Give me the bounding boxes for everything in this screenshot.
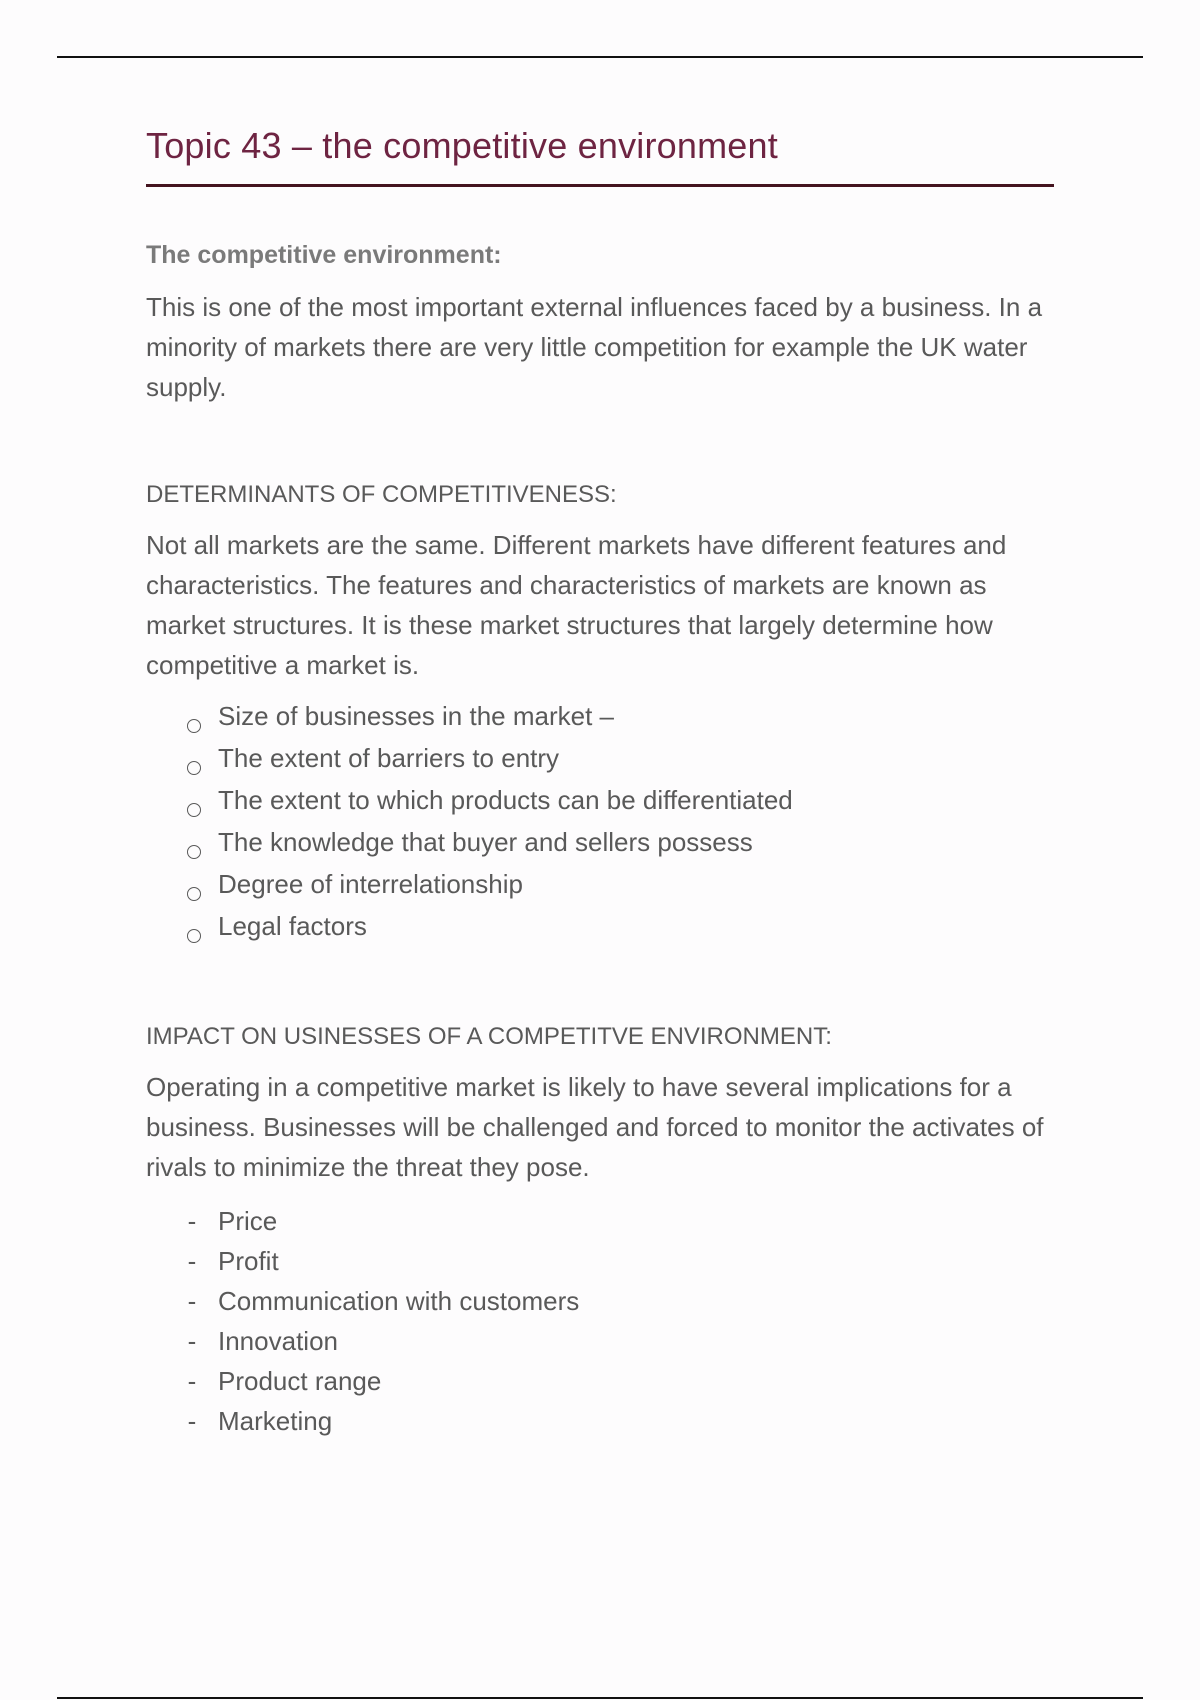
circle-bullet-icon — [184, 821, 204, 863]
page-title: Topic 43 – the competitive environment — [146, 125, 778, 166]
top-border-line — [57, 56, 1143, 58]
circle-bullet-icon — [184, 779, 204, 821]
circle-bullet-icon — [184, 863, 204, 905]
list-item: Degree of interrelationship — [146, 863, 1061, 905]
determinants-list — [146, 695, 1061, 947]
dash-bullet-icon: - — [187, 1286, 197, 1316]
section-paragraph: This is one of the most important external influences faced by a business. In a minority of markets there are very little competition for example the UK water supply. — [146, 292, 1043, 402]
document-content — [146, 118, 1061, 1441]
list-item: - Product range — [146, 1361, 1061, 1401]
circle-bullet-icon — [184, 737, 204, 779]
section-heading: The competitive environment: — [146, 241, 502, 269]
section-paragraph: Not all markets are the same. Different markets have different features and characteristics. The features and characteristics of markets are known as market structures. It is these market structures that largely determine how competitive a market is. — [146, 530, 1007, 680]
list-item: The extent of barriers to entry — [146, 737, 1061, 779]
section-paragraph: Operating in a competitive market is likely to have several implications for a business. Businesses will be challenged and forced to monitor the activates of rivals to minimize the threat they pose. — [146, 1072, 1044, 1182]
list-item: Size of businesses in the market – — [146, 695, 1061, 737]
list-item: - Innovation — [146, 1321, 1061, 1361]
list-item: The knowledge that buyer and sellers possess — [146, 821, 1061, 863]
circle-bullet-icon — [184, 695, 204, 737]
list-item: - Marketing — [146, 1401, 1061, 1441]
section-competitive-environment — [146, 237, 1061, 407]
title-underline — [146, 184, 1054, 187]
section-heading: DETERMINANTS OF COMPETITIVENESS: — [146, 481, 617, 508]
dash-bullet-icon: - — [187, 1406, 197, 1436]
impact-list — [146, 1201, 1061, 1441]
section-impact — [146, 1019, 1061, 1441]
list-item: - Price — [146, 1201, 1061, 1241]
list-item: Legal factors — [146, 905, 1061, 947]
dash-bullet-icon: - — [187, 1246, 197, 1276]
list-item: - Communication with customers — [146, 1281, 1061, 1321]
dash-bullet-icon: - — [187, 1366, 197, 1396]
dash-bullet-icon: - — [187, 1326, 197, 1356]
dash-bullet-icon: - — [187, 1206, 197, 1236]
list-item: - Profit — [146, 1241, 1061, 1281]
bottom-border-line — [57, 1697, 1143, 1699]
section-heading: IMPACT ON USINESSES OF A COMPETITVE ENVIRONMENT: — [146, 1023, 832, 1050]
circle-bullet-icon — [184, 905, 204, 947]
section-determinants — [146, 477, 1061, 947]
list-item: The extent to which products can be differentiated — [146, 779, 1061, 821]
